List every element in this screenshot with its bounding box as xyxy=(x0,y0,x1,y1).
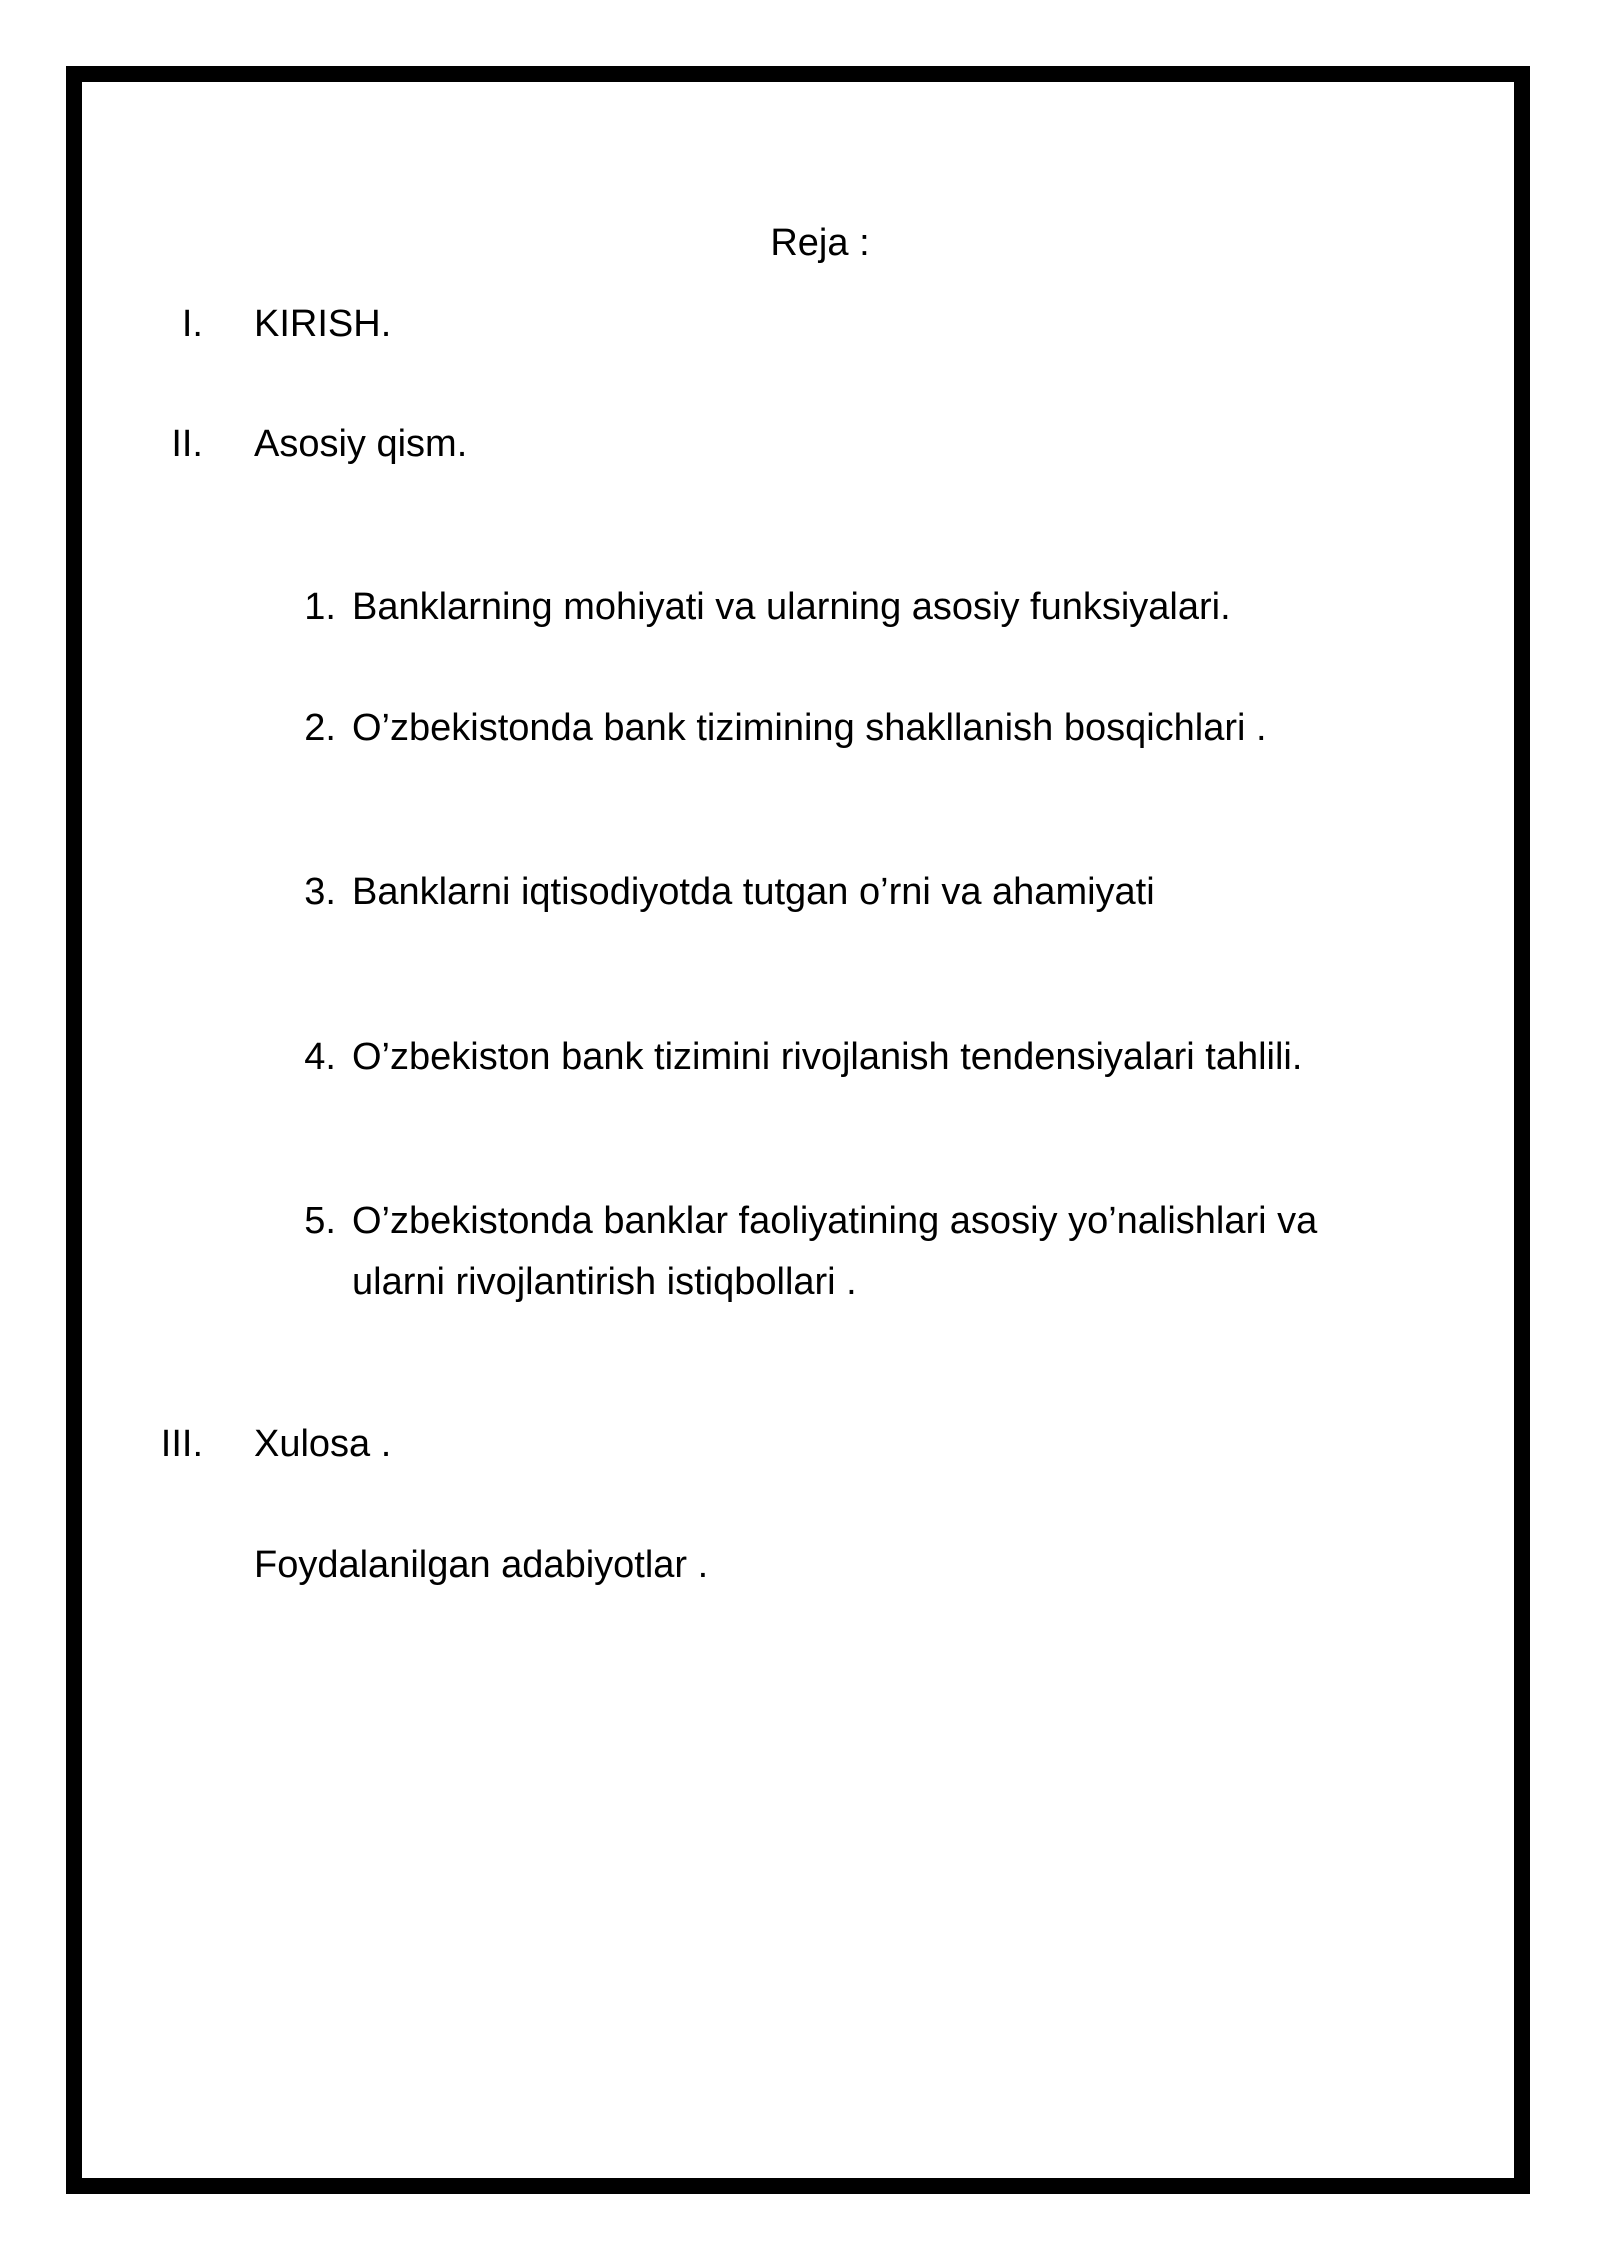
subitem-text-3: Banklarni iqtisodiyotda tutgan o’rni va ahamiyati xyxy=(352,871,1155,913)
subitem-text-2: O’zbekistonda bank tizimining shakllanish bosqichlari . xyxy=(352,707,1267,749)
subitem-number-5: 5. xyxy=(304,1200,336,1242)
subitem-text-4: O’zbekiston bank tizimini rivojlanish tendensiyalari tahlili. xyxy=(352,1036,1303,1078)
section-label-introduction: KIRISH. xyxy=(254,303,392,345)
section-numeral-3: III. xyxy=(160,1423,203,1465)
references-label: Foydalanilgan adabiyotlar . xyxy=(254,1544,709,1586)
page-border xyxy=(66,66,1530,2194)
section-numeral-2: II. xyxy=(171,423,203,465)
section-label-conclusion: Xulosa . xyxy=(254,1423,392,1465)
page-title: Reja : xyxy=(770,222,870,264)
section-numeral-1: I. xyxy=(181,303,203,345)
subitem-number-3: 3. xyxy=(304,871,336,913)
subitem-number-2: 2. xyxy=(304,707,336,749)
section-label-main-part: Asosiy qism. xyxy=(254,423,468,465)
subitem-text-1: Banklarning mohiyati va ularning asosiy funksiyalari. xyxy=(352,586,1231,628)
subitem-text-5-line-2: ularni rivojlantirish istiqbollari . xyxy=(352,1261,857,1303)
subitem-text-5-line-1: O’zbekistonda banklar faoliyatining asosiy yo’nalishlari va xyxy=(352,1200,1318,1242)
subitem-number-4: 4. xyxy=(304,1036,336,1078)
subitem-number-1: 1. xyxy=(304,586,336,628)
